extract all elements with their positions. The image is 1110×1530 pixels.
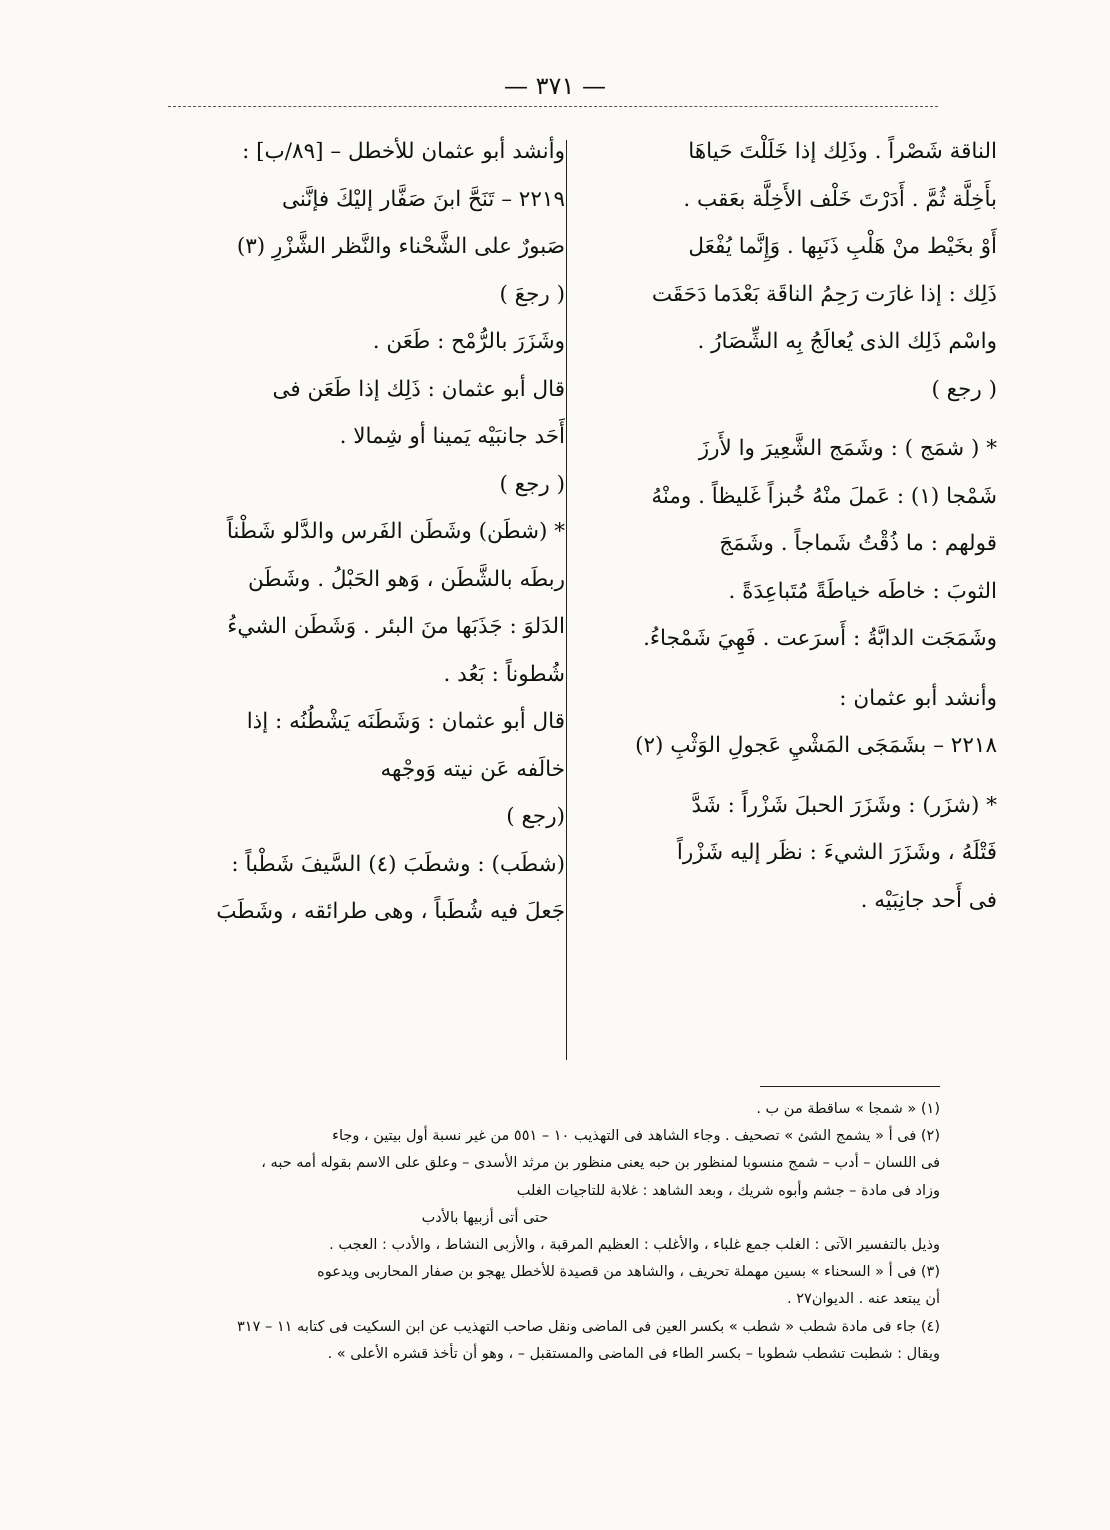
footnote-line: (١) « شمجا » ساقطة من ب . (756, 1101, 940, 1117)
text-line: فى أَحد جانِبَيْه . (860, 887, 997, 913)
text-line: أَوْ بخَيْط منْ هَلْبِ ذَنَبِها . وَإِنَّما يُفْعَل (688, 234, 997, 259)
verse-line: صَبورٌ على الشَّحْناء والنَّظر الشَّزْرِ (٣) (236, 234, 565, 259)
text-line: ذَلِك : إذا غارَت رَحِمُ الناقَة بَعْدَما دَحَقَت (651, 281, 997, 307)
section-marker: ( رجع ) (931, 376, 997, 402)
text-line: واسْم ذَلِك الذى يُعالَجُ بِه الشِّصَارُ . (697, 329, 997, 354)
footnote-line: (٣) فى أ « السحناء » بسين مهملة تحريف ، والشاهد من قصيدة للأخطل يهجو بن صفار المحاربى ويدعوه (317, 1264, 940, 1281)
left-column (150, 128, 565, 1078)
footnote-rule (760, 1086, 940, 1087)
text-line: وشَمَجَت الدابَّةُ : أَسرَعت . فَهِيَ شَمْجاءُ. (643, 626, 997, 651)
spacer (582, 663, 997, 675)
text-line: أَحَد جانبَيْه يَمينا أو شِمالا . (339, 424, 565, 449)
spacer (582, 770, 997, 782)
page-number: — ٣٧١ — (504, 72, 606, 100)
verse-line: ٢٢١٩ – تَنَحَّ ابنَ صَفَّار إليْكَ فإنَّنى (281, 186, 565, 212)
spacer (582, 413, 997, 425)
text-line: وأنشد أبو عثمان للأخطل – [٨٩/ب] : (242, 139, 565, 164)
footnote-line: وذيل بالتفسير الآتى : الغلب جمع غلباء ، والأغلب : العظيم المرقبة ، والأزبى النشاط ، والأدب : العجب . (329, 1236, 940, 1253)
entry-heading: * (شطَن) وشَطَن الفَرس والدَّلو شَطْناً (226, 519, 565, 544)
section-marker: ( رجعَ ) (499, 281, 565, 307)
entry-heading: (شطَب) : وشطَبَ (٤) السَّيفَ شَطْباً : (231, 851, 565, 877)
footnote-line: (٢) فى أ « يشمج الشئ » تصحيف . وجاء الشاهد فى التهذيب ١٠ – ٥٥١ من غير نسبة أول بيتين ، وجاء (332, 1128, 940, 1145)
footnote-line: فى اللسان – أدب – شمج منسوبا لمنظور بن حبه يعنى منظور بن مرثد الأسدى – وعلق على الاسم بقوله أمه حبه ، (261, 1155, 940, 1172)
text-line: شُطوناً : بَعُد . (443, 661, 565, 687)
text-line: قال أبو عثمان : وَشَطَنَه يَشْطُنُه : إذا (246, 709, 565, 734)
section-marker: (رجع ) (506, 804, 565, 829)
text-line: الثوبَ : خاطَه خياطَةً مُتَباعِدَةً . (728, 578, 997, 604)
text-line: فَتْلَهُ ، وشَزَرَ الشيءَ : نظَر إليه شَزْراً (676, 840, 997, 865)
text-line: الدَلوَ : جَذَبَها منَ البئر . وَشَطَن الشيءُ (227, 614, 565, 639)
text-line: وشَزَرَ بالرُّمْح : طَعَن . (372, 329, 565, 354)
section-marker: ( رجع ) (499, 471, 565, 497)
text-line: قولهم : ما ذُقْتُ شَماجاً . وشَمَجَ (719, 531, 997, 556)
footnote-line: (٤) جاء فى مادة شطب « شطب » بكسر العين فى الماضى ونقل صاحب التهذيب عن ابن السكيت فى كتابه ١١ – ٣١٧ (237, 1318, 940, 1335)
text-line: الناقة شَصْراً . وذَلِك إذا خَلَلْتَ حَياهَا (688, 139, 997, 164)
verse-line: ٢٢١٨ – بشَمَجَى المَشْيِ عَجولِ الوَثْبِ (٢) (635, 733, 997, 758)
right-column (582, 128, 997, 1078)
footnote-line: وزاد فى مادة – جشم وأبوه شريك ، وبعد الشاهد : غلابة للتاجيات الغلب (516, 1182, 940, 1199)
text-line: بأَخِلَّة ثُمَّ . أَدَرْتَ خَلْف الأَخِلَّة بعَقب . (683, 186, 997, 212)
column-divider (566, 140, 567, 1060)
text-line: قال أبو عثمان : ذَلِك إذا طَعَن فى (272, 376, 565, 402)
text-line: وأنشد أبو عثمان : (839, 685, 997, 711)
text-line: ربطَه بالشَّطَن ، وَهو الحَبْلُ . وشَطَن (248, 566, 565, 592)
entry-heading: * (شزَر) : وشَزَرَ الحبلَ شَزْراً : شَدَّ (691, 792, 997, 818)
footnotes (150, 1096, 940, 1368)
text-line: خالَفه عَن نيته وَوجْهه (380, 756, 565, 782)
text-line: شَمْجا (١) : عَملَ منْهُ خُبزاً غَليظاً . ومنْهُ (651, 483, 997, 509)
text-line: جَعلَ فيه شُطَباً ، وهى طرائقه ، وشَطَبَ (216, 899, 565, 924)
footnote-line: أن يبتعد عنه . الديوان٢٧ . (787, 1291, 940, 1308)
footnote-verse: حتى أتى أزبيها بالأدب (421, 1209, 549, 1226)
footnote-line: ويقال : شطبت تشطب شطوبا – بكسر الطاء فى الماضى والمستقبل – ، وهو أن تأخذ قشره الأعلى » . (327, 1345, 940, 1362)
entry-heading: * ( شمَج ) : وشَمَج الشَّعِيرَ وا لأَرزَ (698, 436, 997, 461)
header-rule (168, 106, 938, 107)
